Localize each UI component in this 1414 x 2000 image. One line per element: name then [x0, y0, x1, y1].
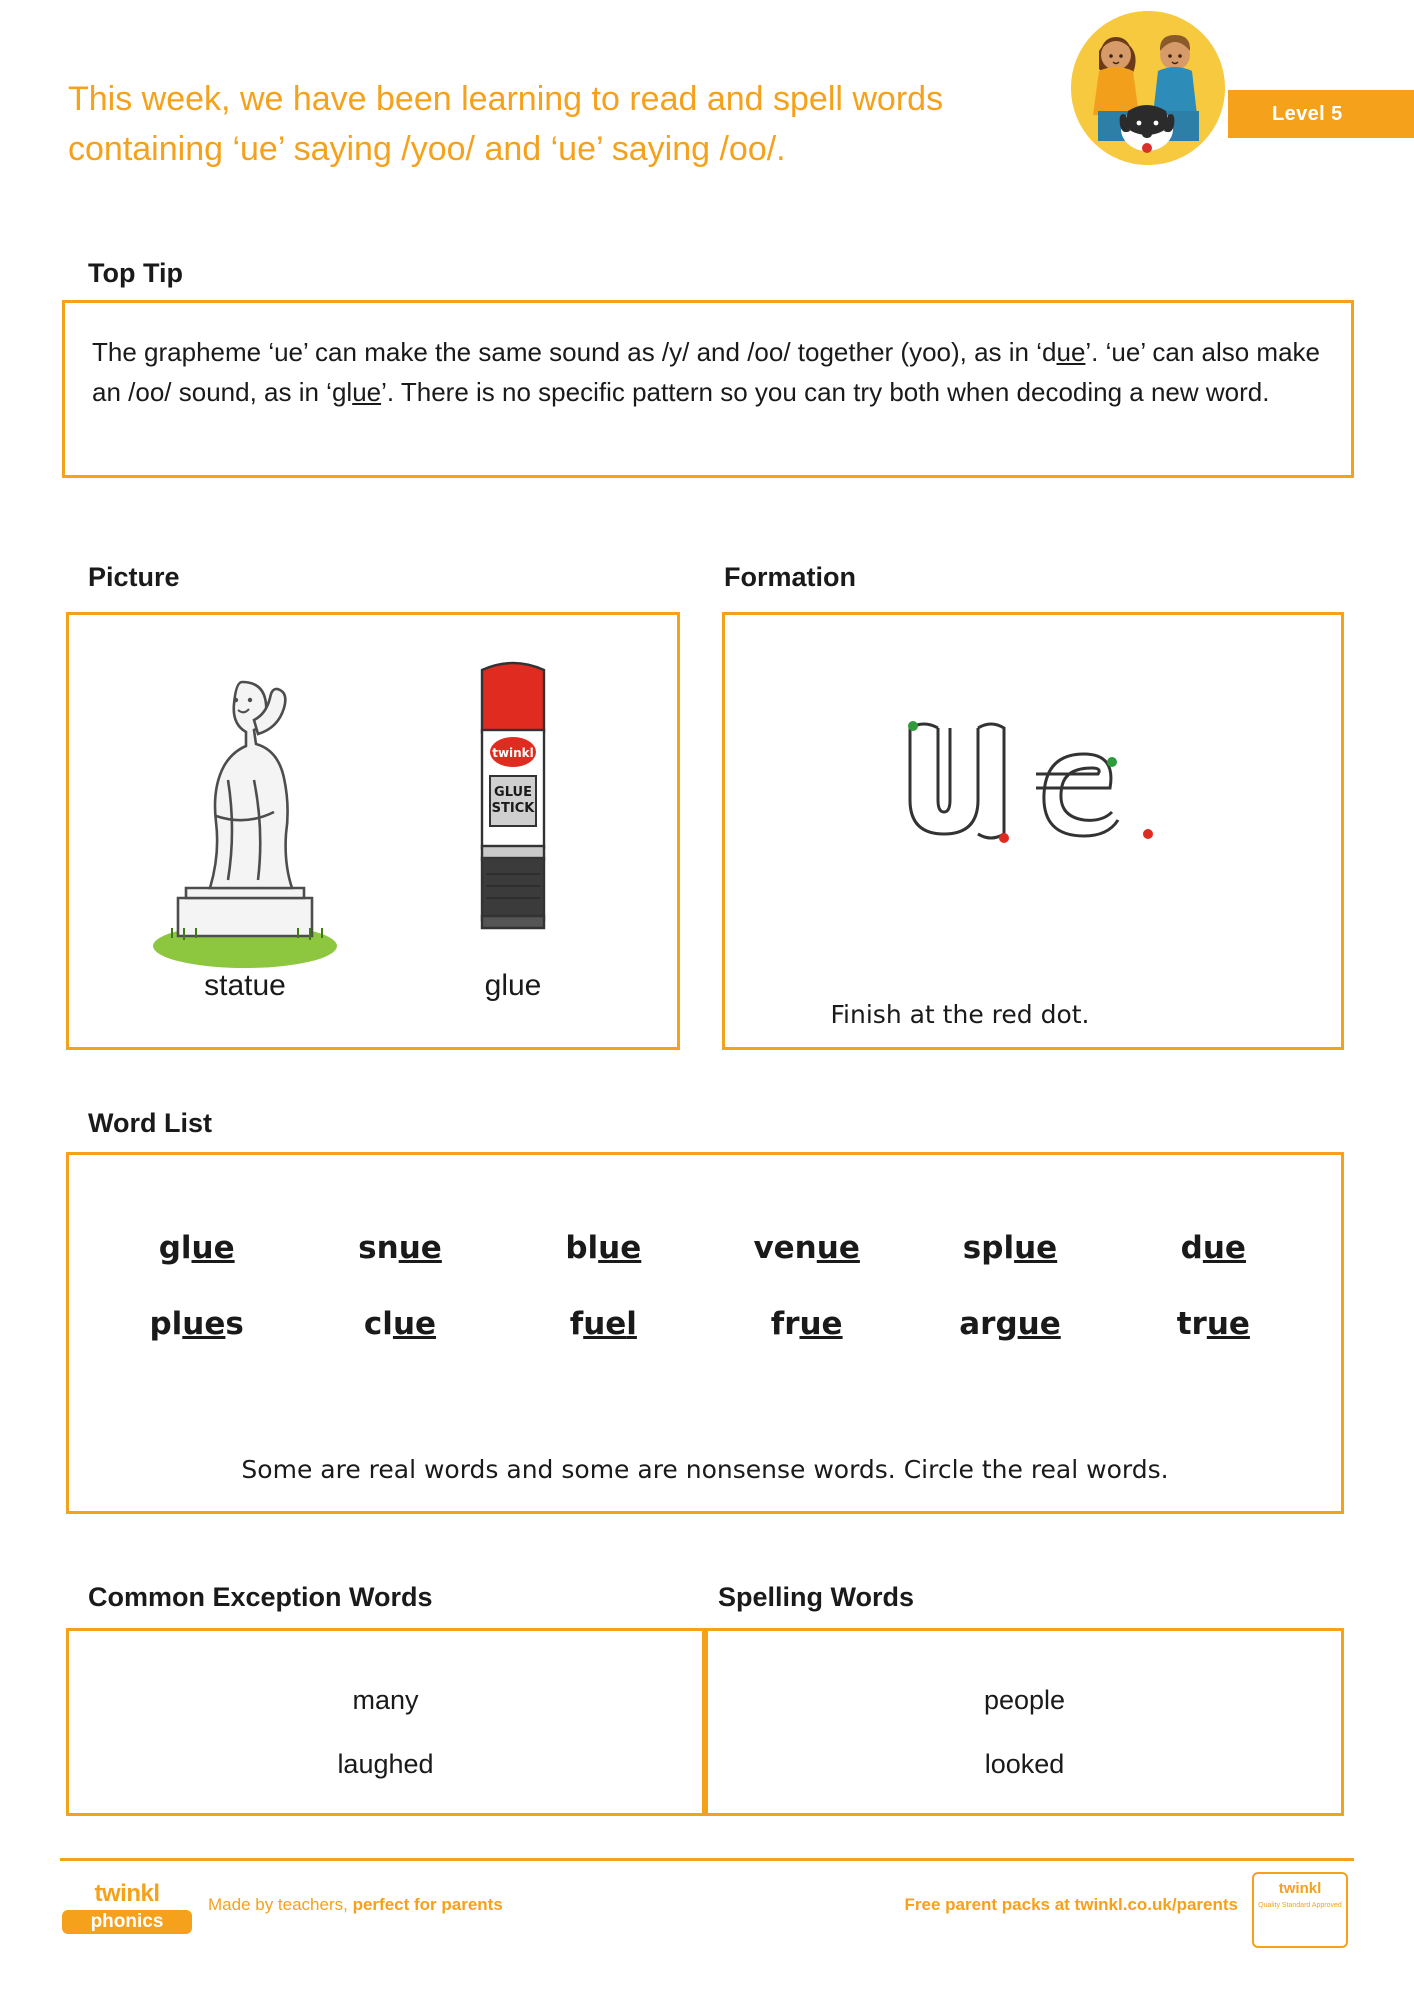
page-title: This week, we have been learning to read and spell words containing ‘ue’ saying /yoo/ and ‘ue’ saying /oo/. [68, 80, 944, 168]
top-tip-text [92, 332, 1322, 412]
word-list-item: fuel [569, 1306, 637, 1342]
common-exception-words [66, 1668, 705, 1796]
statue-illustration [130, 630, 360, 970]
twinkl-logo [62, 1880, 192, 1934]
top-tip-text-part3: ’. There is no specific pattern so you can try both when decoding a new word. [381, 377, 1270, 407]
formation-letters [880, 700, 1200, 885]
start-dot-e [1107, 757, 1117, 767]
word-list-item: splue [962, 1230, 1058, 1266]
top-tip-label: Top Tip [88, 258, 183, 288]
footer-made-by-bold: perfect for parents [352, 1895, 503, 1914]
spelling-words [705, 1668, 1344, 1796]
common-exception-word: laughed [337, 1749, 434, 1779]
footer-made-by-plain: Made by teachers, [208, 1895, 353, 1914]
level-badge: Level 5 [1228, 90, 1414, 138]
word-list-item: glue [158, 1230, 235, 1266]
twinkl-phonics-pill: phonics [62, 1910, 192, 1934]
picture-label: Picture [88, 562, 180, 592]
word-list-item: clue [363, 1306, 437, 1342]
top-tip-underline-2: ue [352, 377, 382, 407]
word-list-grid [95, 1230, 1315, 1342]
spelling-words-label: Spelling Words [718, 1582, 915, 1612]
picture-caption-statue: statue [204, 969, 286, 1002]
word-list-item: snue [358, 1230, 442, 1266]
footer-parent-packs: Free parent packs at twinkl.co.uk/parents [904, 1895, 1238, 1914]
word-list-item: frue [770, 1306, 843, 1342]
word-list-item: blue [565, 1230, 642, 1266]
top-tip-underline-1: ue [1056, 337, 1086, 367]
kids-illustration-svg [1071, 11, 1225, 165]
picture-item-statue [130, 630, 360, 1003]
footer-divider [60, 1858, 1354, 1861]
picture-caption-glue: glue [484, 969, 542, 1002]
common-exception-label: Common Exception Words [88, 1582, 433, 1612]
word-list-item: argue [959, 1306, 1061, 1342]
word-list-item: due [1180, 1230, 1246, 1266]
formation-caption: Finish at the red dot. [830, 1000, 1090, 1029]
word-list-item: true [1176, 1306, 1250, 1342]
twinkl-wordmark: twinkl [94, 1880, 160, 1907]
approval-sub: Quality Standard Approved [1258, 1902, 1342, 1909]
footer-made-by [208, 1895, 503, 1915]
formation-label: Formation [724, 562, 856, 592]
spelling-word: people [983, 1685, 1066, 1715]
word-list-item: venue [753, 1230, 860, 1266]
glue-stick-illustration [398, 630, 628, 970]
approval-brand: twinkl [1278, 1880, 1322, 1897]
start-dot-u [908, 721, 918, 731]
glue-label-line1: GLUE [494, 785, 532, 800]
glue-label-line2: STICK [491, 801, 535, 816]
kids-illustration [1068, 8, 1228, 168]
common-exception-word: many [352, 1685, 419, 1715]
page-header [0, 0, 1414, 240]
top-tip-text-part1: The grapheme ‘ue’ can make the same sound as /y/ and /oo/ together (yoo), as in ‘d [92, 337, 1057, 367]
picture-item-glue [398, 630, 628, 1003]
glue-brand-text: twinkl [492, 746, 534, 760]
spelling-word: looked [984, 1749, 1065, 1779]
word-list-item: plues [149, 1306, 244, 1342]
finish-dot-u [999, 833, 1009, 843]
word-list-label: Word List [88, 1108, 212, 1138]
approval-badge [1252, 1872, 1348, 1948]
finish-dot-e [1143, 829, 1153, 839]
top-tip-text-part2: ’. ‘ue’ can also make an /oo/ sound, as in ‘gl [92, 337, 1321, 407]
formation-letters-svg [880, 700, 1200, 880]
word-list-note: Some are real words and some are nonsense words. Circle the real words. [241, 1455, 1169, 1484]
